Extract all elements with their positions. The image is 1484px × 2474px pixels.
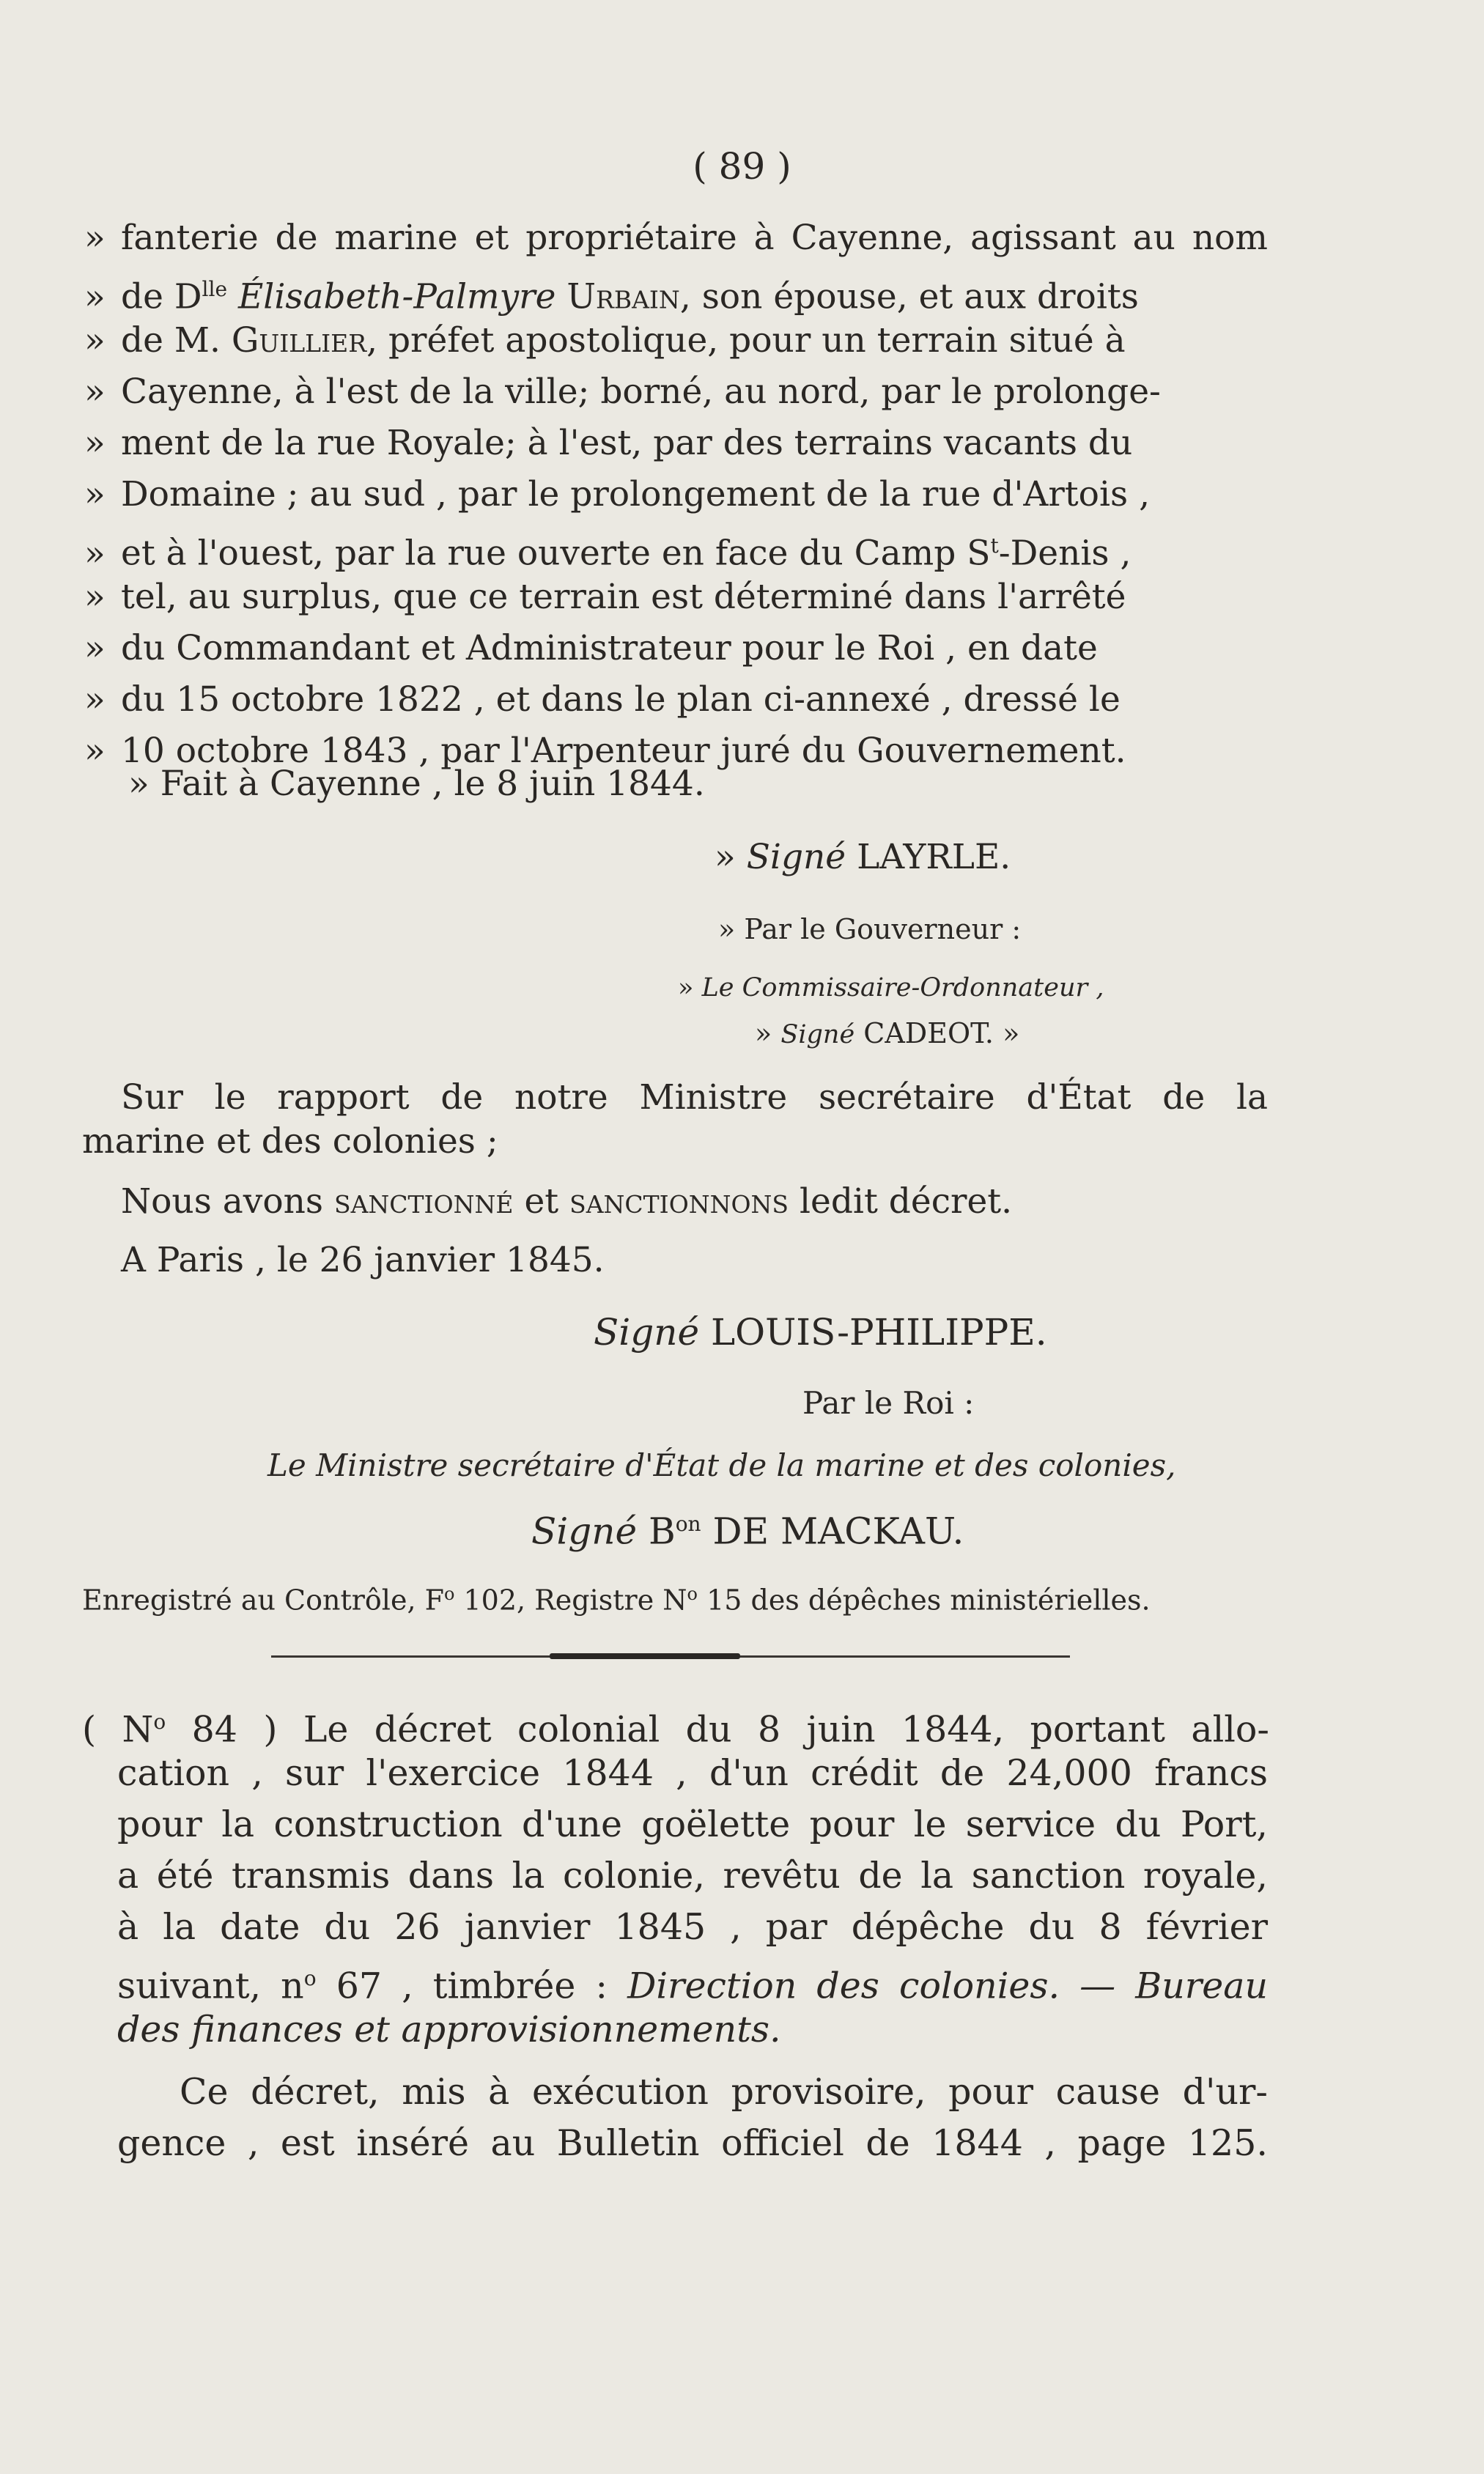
ministre-title: Le Ministre secrétaire d'État de la marine et des colonies, — [267, 1447, 1176, 1483]
quote-mark: » — [678, 973, 694, 1002]
quoted-line-5: » ment de la rue Royale; à l'est, par des terrains vacants du — [84, 421, 1268, 465]
quoted-line-4: » Cayenne, à l'est de la ville; borné, au nord, par le prolonge- — [84, 370, 1268, 414]
quoted-line-3: » de M. Guillier, préfet apostolique, pour un terrain situé à — [84, 319, 1268, 363]
quoted-line-7: » et à l'ouest, par la rue ouverte en face du Camp $S^t$-Denis , — [84, 524, 1268, 576]
quote-mark: » — [84, 577, 106, 617]
entry84-line-4: a été transmis dans la colonie, revêtu de la sanction royale, — [117, 1855, 1268, 1897]
closing-quote: » — [1003, 1017, 1020, 1049]
registration-line: Enregistré au Contrôle, $F^o$ 102, Registre $N^o$ 15 des dépêches ministérielles. — [82, 1584, 1151, 1617]
sanction-line: Nous avons sanctionné et sanctionnons ledit décret. — [121, 1181, 1013, 1222]
quote-mark: » — [84, 218, 106, 258]
fait-line: » Fait à Cayenne , le 8 juin 1844. — [128, 764, 705, 804]
quoted-line-8: » tel, au surplus, que ce terrain est déterminé dans l'arrêté — [84, 575, 1268, 619]
quote-mark: » — [84, 474, 106, 514]
rapport-line-1: Sur le rapport de notre Ministre secrétaire d'État de la — [121, 1077, 1268, 1118]
signature-mackau: Signé $B^{on}$ DE MACKAU. — [531, 1510, 964, 1553]
quote-mark: » — [84, 679, 106, 720]
section-divider-ornament — [550, 1653, 740, 1659]
quote-mark: » — [715, 837, 736, 877]
signature-louis-philippe: Signé LOUIS-PHILIPPE. — [594, 1311, 1047, 1354]
quote-mark: » — [84, 372, 106, 412]
entry84-para2-line-1: Ce décret, mis à exécution provisoire, pour cause d'ur- — [180, 2071, 1268, 2113]
entry84-line-3: pour la construction d'une goëlette pour le service du Port, — [117, 1803, 1268, 1845]
par-le-roi: Par le Roi : — [802, 1385, 975, 1421]
signature-cadeot: » Signé CADEOT. » — [755, 1017, 1020, 1049]
entry84-line-7: des finances et approvisionnements. — [117, 2009, 781, 2050]
quote-mark: » — [84, 533, 106, 574]
quoted-line-1: » fanterie de marine et propriétaire à Cayenne, agissant au nom — [84, 216, 1268, 260]
quote-mark: » — [84, 423, 106, 463]
entry84-line-6: suivant, $n^o$ 67 , timbrée : Direction des colonies. — Bureau — [117, 1965, 1269, 2007]
par-le-gouverneur: » Par le Gouverneur : — [718, 913, 1022, 945]
quoted-line-10: » du 15 octobre 1822 , et dans le plan ci-annexé , dressé le — [84, 678, 1268, 722]
quoted-line-9: » du Commandant et Administrateur pour le Roi , en date — [84, 627, 1268, 671]
paris-date: A Paris , le 26 janvier 1845. — [121, 1240, 605, 1280]
quote-mark: » — [128, 764, 149, 804]
quote-mark: » — [84, 320, 106, 361]
signature-layrle: » Signé LAYRLE. — [715, 837, 1011, 877]
quote-mark: » — [755, 1017, 772, 1049]
page-number: ( 89 ) — [693, 145, 791, 188]
rapport-line-2: marine et des colonies ; — [82, 1121, 498, 1162]
quote-mark: » — [84, 628, 106, 668]
entry84-para2-line-2: gence , est inséré au Bulletin officiel de 1844 , page 125. — [117, 2122, 1268, 2164]
entry84-line-5: à la date du 26 janvier 1845 , par dépêche du 8 février — [117, 1906, 1268, 1948]
quote-mark: » — [718, 913, 736, 945]
quoted-line-6: » Domaine ; au sud , par le prolongement de la rue d'Artois , — [84, 473, 1268, 517]
entry84-line-1: ( $N^o$ 84 ) Le décret colonial du 8 juin 1844, portant allo- — [82, 1708, 1269, 1751]
quoted-line-11: » 10 octobre 1843 , par l'Arpenteur juré du Gouvernement. — [84, 729, 1268, 773]
quote-mark: » — [84, 276, 106, 317]
commissaire-ordonnateur: » Le Commissaire-Ordonnateur , — [678, 973, 1104, 1002]
entry84-line-2: cation , sur l'exercice 1844 , d'un crédit de 24,000 francs — [117, 1752, 1268, 1794]
quote-mark: » — [84, 731, 106, 771]
quoted-line-2: » de $D^{lle}$ Élisabeth-Palmyre Urbain, son épouse, et aux droits — [84, 267, 1268, 320]
